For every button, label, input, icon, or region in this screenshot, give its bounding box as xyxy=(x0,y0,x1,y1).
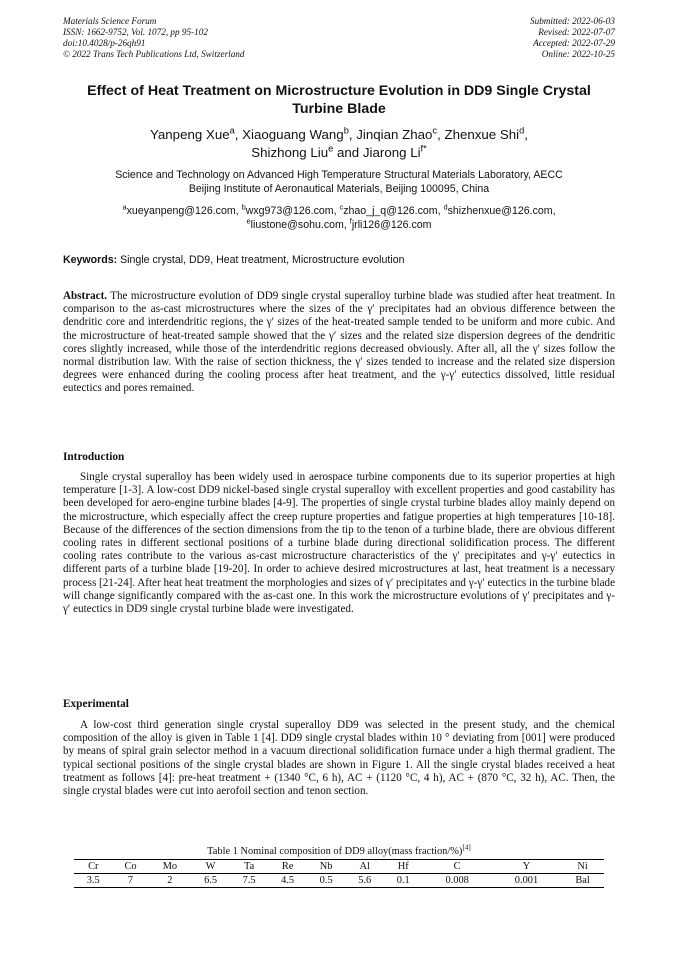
experimental-heading: Experimental xyxy=(63,698,129,710)
author-name: Zhenxue Shi xyxy=(444,127,520,142)
abstract xyxy=(63,290,615,396)
keywords xyxy=(63,253,615,267)
email-address[interactable]: liustone@sohu.com xyxy=(250,219,344,231)
affiliation xyxy=(63,168,615,196)
table-header-row xyxy=(74,860,604,874)
table-cell: 7 xyxy=(127,875,134,886)
author-separator: , xyxy=(348,127,357,142)
email-mark: f xyxy=(349,216,352,226)
table-header-cell: C xyxy=(453,861,461,872)
table-header-cell: Mo xyxy=(162,861,178,872)
email-separator: , xyxy=(333,205,340,217)
author-affil-mark: e xyxy=(328,143,334,154)
table-header-cell: Ni xyxy=(577,861,588,872)
table-cell: 0.001 xyxy=(514,875,539,886)
email-address[interactable]: jrli126@126.com xyxy=(351,219,432,231)
date-revised: Revised: 2022-07-07 xyxy=(538,27,615,37)
journal-name: Materials Science Forum xyxy=(63,16,157,26)
keywords-text: Single crystal, DD9, Heat treatment, Microstructure evolution xyxy=(117,254,405,266)
email-address[interactable]: zhao_j_q@126.com xyxy=(343,205,438,217)
author-separator: , xyxy=(437,127,445,142)
table-caption-ref[interactable]: [4] xyxy=(462,843,471,852)
paper-title: Effect of Heat Treatment on Microstructure Evolution in DD9 Single Crystal Turbine Blade xyxy=(87,83,591,117)
author-affil-mark: c xyxy=(432,125,438,136)
table-header-cell: Ta xyxy=(243,861,255,872)
email-mark: b xyxy=(241,202,246,212)
email-address[interactable]: shizhenxue@126.com xyxy=(447,205,553,217)
keywords-label: Keywords: xyxy=(63,254,118,266)
author-list xyxy=(63,126,615,162)
table-cell: 0.008 xyxy=(445,875,469,886)
email-address[interactable]: xueyanpeng@126.com xyxy=(126,205,236,217)
email-address[interactable]: wxg973@126.com xyxy=(245,205,334,217)
composition-table xyxy=(74,859,604,888)
author-name: Jiarong Li xyxy=(362,145,421,160)
table-caption xyxy=(74,845,604,858)
table-cell: 7.5 xyxy=(242,875,256,886)
author-emails xyxy=(63,204,615,232)
table-row xyxy=(74,874,604,888)
email-mark: c xyxy=(339,202,344,212)
author-affil-mark: b xyxy=(343,125,349,136)
journal-issn: ISSN: 1662-9752, Vol. 1072, pp 95-102 xyxy=(63,27,208,37)
introduction-heading: Introduction xyxy=(63,451,125,463)
table-cell: 0.1 xyxy=(396,875,410,886)
introduction-paragraph: Single crystal superalloy has been widely used in aerospace turbine components due to its superior properties at high temperature [1-3]. A low-cost DD9 nickel-based single crystal superalloy with excellent properties and good castability has been developed for aero-engine turbine blades [4-9]. The properties of single crystal turbine blades alloy mainly depend on the microstructure, which especially affect the creep rupture properties and fatigue properties at high temperatures [10-18]. Because of the differences of the section dimensions from the tip to the tenon of a turbine blade, there are obvious different cooling rates in different sectional positions of a turbine blade during directional solidification process. The different cooling rates contribute to the various as-cast microstructure characteristics of the γ′ precipitates and γ-γ′ eutectics in different parts of a turbine blade [19-20]. In order to achieve desired microstructures at last, heat treatment is a necessary process [21-24]. After heat heat treatment the morphologies and sizes of γ′ precipitates and γ-γ′ eutectics in the turbine blade will change significantly compared with the as-cast one. In this work the microstructure evolutions of γ′ precipitates and γ-γ′ eutectics in DD9 single crystal turbine blade were investigated. xyxy=(63,471,615,616)
journal-copyright: © 2022 Trans Tech Publications Ltd, Switzerland xyxy=(63,49,245,59)
journal-doi[interactable]: doi:10.4028/p-26qh91 xyxy=(63,38,146,48)
author-name: Yanpeng Xue xyxy=(150,127,230,142)
author-affil-mark: a xyxy=(229,125,235,136)
table-cell: 5.6 xyxy=(358,875,372,886)
table-1 xyxy=(74,845,604,888)
journal-info xyxy=(63,16,244,60)
table-header-cell: Hf xyxy=(397,861,409,872)
table-caption-text: Table 1 Nominal composition of DD9 alloy(mass fraction/%) xyxy=(207,846,463,857)
author-separator: , xyxy=(524,127,528,142)
table-header-cell: Nb xyxy=(319,861,333,872)
abstract-label: Abstract. xyxy=(63,290,108,302)
table-header-cell: Y xyxy=(522,861,531,872)
author-separator: and xyxy=(333,145,363,160)
author-affil-mark: d xyxy=(519,125,525,136)
email-mark: d xyxy=(443,202,448,212)
email-separator: , xyxy=(343,219,350,231)
email-separator: , xyxy=(552,205,556,217)
author-name: Jinqian Zhao xyxy=(356,127,433,142)
table-cell: 4.5 xyxy=(281,875,295,886)
date-submitted: Submitted: 2022-06-03 xyxy=(530,16,615,26)
author-affil-mark: f* xyxy=(420,143,427,154)
table-cell: 2 xyxy=(167,875,173,886)
email-separator: , xyxy=(437,205,444,217)
author-separator: , xyxy=(234,127,243,142)
table-header-cell: W xyxy=(205,861,216,872)
author-name: Shizhong Liu xyxy=(251,145,329,160)
table-cell: Bal xyxy=(575,875,590,886)
date-accepted: Accepted: 2022-07-29 xyxy=(533,38,615,48)
table-header-cell: Co xyxy=(124,861,137,872)
table-header-cell: Re xyxy=(281,861,294,872)
affiliation-line: Science and Technology on Advanced High Temperature Structural Materials Laboratory, AECC xyxy=(115,169,563,181)
email-mark: a xyxy=(122,202,127,212)
email-mark: e xyxy=(246,216,251,226)
table-cell: 6.5 xyxy=(204,875,218,886)
experimental-paragraph: A low-cost third generation single crystal superalloy DD9 was selected in the present study, and the chemical composition of the alloy is given in Table 1 [4]. DD9 single crystal blades within 10 ° deviating from [001] were produced by means of spiral grain selector method in a vacuum directional solidification furnace under a high thermal gradient. The typical sectional positions of the single crystal blades are shown in Figure 1. All the single crystal blades received a heat treatment as follows [4]: pre-heat treatment + (1340 °C, 6 h), AC + (1120 °C, 4 h), AC + (870 °C, 32 h), AC. Then, the single crystal blades were cut into aerofoil section and tenon section. xyxy=(63,719,615,798)
email-separator: , xyxy=(235,205,242,217)
submission-dates xyxy=(530,16,615,60)
abstract-text: The microstructure evolution of DD9 single crystal superalloy turbine blade was studied after heat treatment. In comparison to the as-cast microstructures where the sizes of the γ′ precipitates had an obvious difference between the dendritic core and interdendritic regions, the γ′ sizes of the heat-treated sample tended to be uniform and more cubic. And the microstructure of heat-treated sample showed that the γ′ sizes and the related size dispersion degrees of the dendritic cores slightly increased, while those of the interdendritic regions decreased obviously. After all, all the γ′ sizes follow the normal distribution law. With the raise of section thickness, the γ′ sizes tended to increase and the related size dispersion degrees were enhanced during the cooling process after heat treatment, and the γ-γ′ eutectics dissolved, little residual eutectics and pores remained. xyxy=(63,290,615,395)
table-cell: 3.5 xyxy=(86,875,100,886)
author-name: Xiaoguang Wang xyxy=(242,127,344,142)
date-online: Online: 2022-10-25 xyxy=(541,49,615,59)
table-header-cell: Al xyxy=(359,861,370,872)
table-cell: 0.5 xyxy=(319,875,333,886)
table-header-cell: Cr xyxy=(88,861,99,872)
affiliation-line: Beijing Institute of Aeronautical Materials, Beijing 100095, China xyxy=(188,183,490,195)
